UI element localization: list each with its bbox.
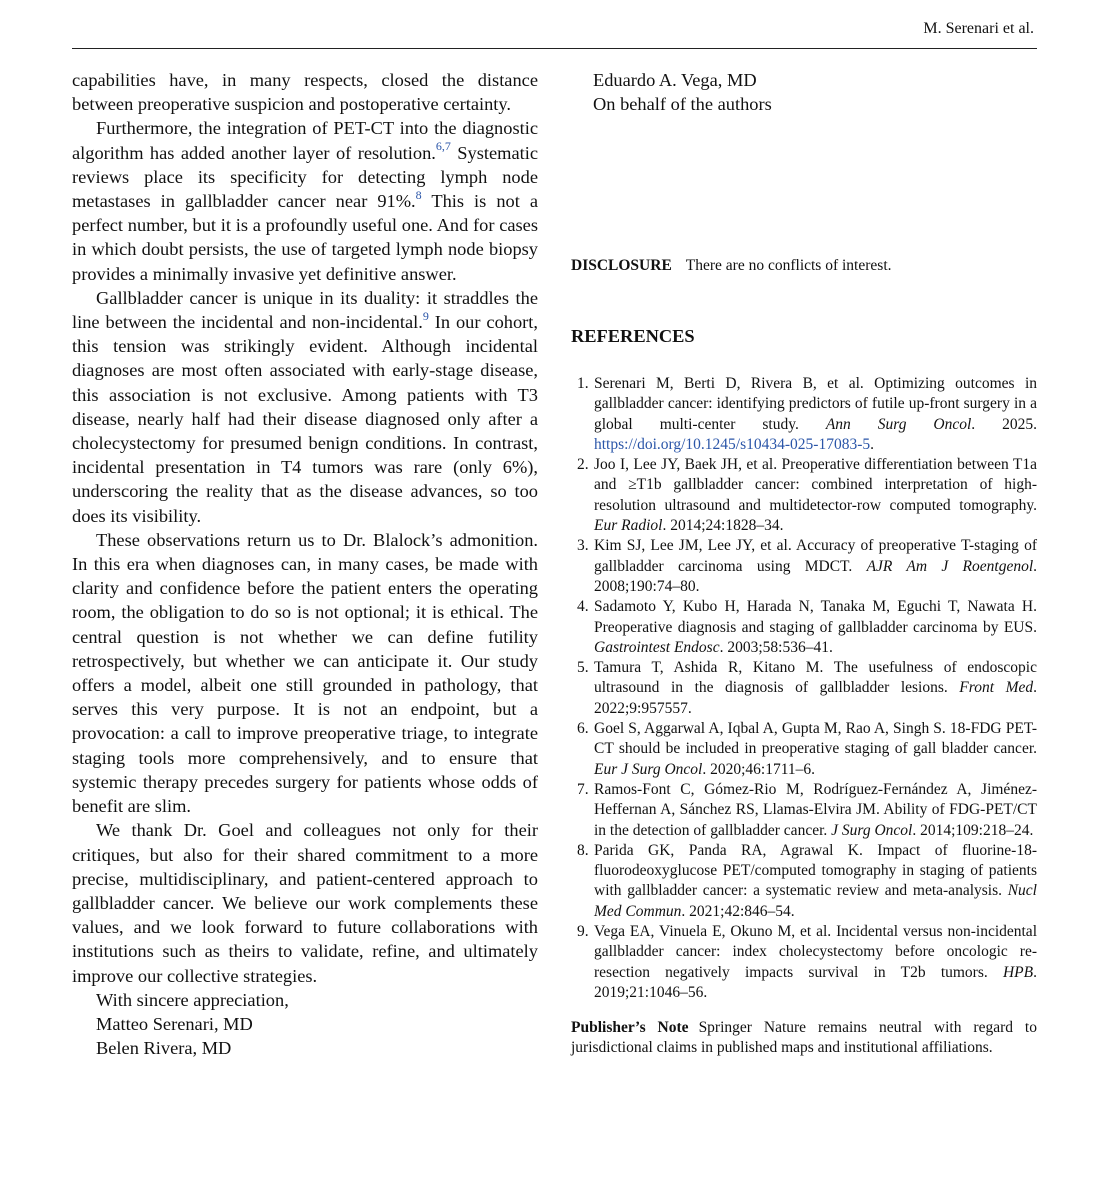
reference-item [571, 597, 1037, 658]
reference-item [571, 536, 1037, 597]
reference-number: 5. [577, 659, 589, 677]
reference-journal: J Surg Oncol [831, 821, 913, 839]
paragraph-1: capabilities have, in many respects, closed the distance between preoperative suspicion and postoperative certainty. [72, 70, 538, 115]
reference-doi-link[interactable]: https://doi.org/10.1245/s10434-025-17083-5 [594, 435, 871, 453]
signature-serenari: Matteo Serenari, MD [96, 1013, 253, 1034]
reference-journal: Nucl Med Commun [594, 882, 1037, 920]
reference-journal: Eur J Surg Oncol [594, 760, 703, 778]
reference-item [571, 455, 1037, 536]
reference-number: 8. [577, 841, 589, 859]
reference-text: Vega EA, Vinuela E, Okuno M, et al. Incidental versus non-incidental gallbladder cancer: index cholecystectomy before oncologic re-resection negatively impacts survival in T2b tumors. [594, 923, 1037, 981]
publisher-note-label: Publisher’s Note [571, 1019, 689, 1036]
signature-on-behalf: On behalf of the authors [593, 94, 772, 115]
publisher-note [571, 1018, 1037, 1059]
reference-number: 9. [577, 923, 589, 941]
signature-vega: Eduardo A. Vega, MD [593, 70, 757, 90]
reference-journal: Front Med [959, 679, 1034, 697]
publisher-note-text: Springer Nature remains neutral with regard to jurisdictional claims in published maps and institutional affiliations. [571, 1019, 1037, 1057]
reference-number: 3. [577, 537, 589, 555]
left-column [72, 68, 538, 1060]
reference-details: . 2022;9:957557. [594, 679, 1037, 717]
reference-journal: AJR Am J Roentgenol [866, 557, 1034, 575]
paragraph-3 [72, 286, 538, 528]
reference-details: . 2021;42:846–54. [681, 902, 795, 920]
reference-text: Tamura T, Ashida R, Kitano M. The usefulness of endoscopic ultrasound in the diagnosis of gallbladder lesions. [594, 659, 1037, 697]
reference-journal: HPB [1002, 963, 1034, 981]
reference-item [571, 780, 1037, 841]
signature-block [571, 68, 1037, 116]
reference-text: Parida GK, Panda RA, Agrawal K. Impact of fluorine-18-fluorodeoxyglucose PET/computed tomography in staging of patients with gallbladder cancer: a systematic review and meta-analysis. [594, 841, 1037, 900]
reference-text: Joo I, Lee JY, Baek JH, et al. Preoperative differentiation between T1a and ≥T1b gallbladder cancer: combined interpretation of high-resolution ultrasound and multidetector-row computed tomography. [594, 456, 1037, 514]
paragraph-2-text-c: This is not a perfect number, but it is a profoundly useful one. And for cases in which doubt persists, the use of targeted lymph node biopsy provides a minimally invasive yet definitive answer. [72, 191, 538, 284]
reference-item [571, 374, 1037, 455]
paragraph-4: These observations return us to Dr. Blalock’s admonition. In this era when diagnoses can, in many cases, be made with clarity and confidence before the patient enters the operating room, the obligation to do so is not optional; it is ethical. The central question is not whether we can define futility retrospectively, but whether we can anticipate it. Our study offers a model, albeit one still grounded in pathology, that serves this very purpose. It is not an endpoint, but a provocation: a call to improve preoperative triage, to integrate staging tools more comprehensively, and to ensure that systemic therapy precedes surgery for patients whose odds of benefit are slim. [72, 529, 538, 817]
reference-details: . 2003;58:536–41. [719, 638, 833, 656]
reference-number: 7. [577, 780, 589, 798]
reference-text: Kim SJ, Lee JM, Lee JY, et al. Accuracy of preoperative T-staging of gallbladder carcinoma using MDCT. [594, 537, 1037, 575]
paragraph-2-text-b: Systematic reviews place its specificity for detecting lymph node metastases in gallbladder cancer near 91%. [72, 142, 538, 212]
disclosure-label: DISCLOSURE [571, 257, 672, 274]
reference-details: . 2014;24:1828–34. [662, 517, 784, 535]
paragraph-2-text-a: Furthermore, the integration of PET-CT into the diagnostic algorithm has added another layer of resolution. [72, 118, 538, 163]
right-column [571, 68, 1038, 1057]
paragraph-3-text-b: In our cohort, this tension was strikingly evident. Although incidental diagnoses are most often associated with early-stage disease, this association is not exclusive. Among patients with T3 disease, nearly half had their disease diagnosed only after a cholecystectomy for presumed benign conditions. In contrast, incidental presentation in T4 tumors was rare (only 6%), underscoring the reality that as the disease advances, so too does its visibility. [72, 312, 538, 526]
citation-link-8[interactable]: 8 [415, 187, 422, 202]
reference-journal: Gastrointest Endosc [594, 638, 720, 656]
reference-item [571, 719, 1037, 780]
signature-rivera: Belen Rivera, MD [96, 1038, 232, 1059]
citation-link-6-7[interactable]: 6,7 [435, 139, 451, 154]
reference-number: 4. [577, 598, 589, 616]
paragraph-2 [72, 116, 538, 285]
references-heading: REFERENCES [571, 326, 695, 346]
reference-details: . 2019;21:1046–56. [594, 963, 1037, 1001]
reference-item [571, 658, 1037, 719]
reference-journal: Eur Radiol [594, 517, 663, 535]
disclosure [571, 256, 1037, 276]
citation-link-9[interactable]: 9 [422, 308, 429, 323]
reference-details: . 2014;109:218–24. [912, 821, 1034, 839]
reference-number: 2. [577, 456, 589, 474]
reference-details: . 2020;46:1711–6. [702, 760, 816, 778]
running-head: M. Serenari et al. [923, 20, 1034, 37]
header-rule [72, 48, 1037, 49]
reference-journal: Ann Surg Oncol [825, 415, 972, 433]
closing-line: With sincere appreciation, [96, 989, 289, 1010]
paragraph-5: We thank Dr. Goel and colleagues not only for their critiques, but also for their shared commitment to a more precise, multidisciplinary, and patient-centered approach to gallbladder cancer. We believe our work complements these values, and we look forward to future collaborations with institutions such as theirs to validate, refine, and ultimately improve our collective strategies. [72, 820, 538, 986]
reference-text: Ramos-Font C, Gómez-Rio M, Rodríguez-Fernández A, Jiménez-Heffernan A, Sánchez RS, Llamas-Elvira JM. Ability of FDG-PET/CT in the detection of gallbladder cancer. [594, 780, 1037, 839]
reference-text: Goel S, Aggarwal A, Iqbal A, Gupta M, Rao A, Singh S. 18-FDG PET-CT should be included in preoperative staging of gall bladder cancer. [594, 720, 1037, 758]
reference-item [571, 922, 1037, 1003]
disclosure-text: There are no conflicts of interest. [685, 257, 892, 274]
reference-text: Sadamoto Y, Kubo H, Harada N, Tanaka M, Eguchi T, Nawata H. Preoperative diagnosis and staging of gallbladder carcinoma by EUS. [594, 598, 1037, 636]
reference-number: 1. [577, 375, 589, 392]
reference-details: . 2008;190:74–80. [594, 557, 1038, 595]
reference-tail: . [870, 435, 875, 453]
reference-text: Serenari M, Berti D, Rivera B, et al. Optimizing outcomes in gallbladder cancer: identifying predictors of futile up-front surgery in a global multi-center study. [594, 375, 1037, 433]
reference-number: 6. [577, 720, 589, 738]
reference-list [571, 374, 1037, 1003]
paragraph-3-text-a: Gallbladder cancer is unique in its duality: it straddles the line between the incidental and non-incidental. [72, 287, 538, 333]
reference-details: . 2025. [971, 415, 1037, 433]
reference-item [571, 841, 1037, 922]
